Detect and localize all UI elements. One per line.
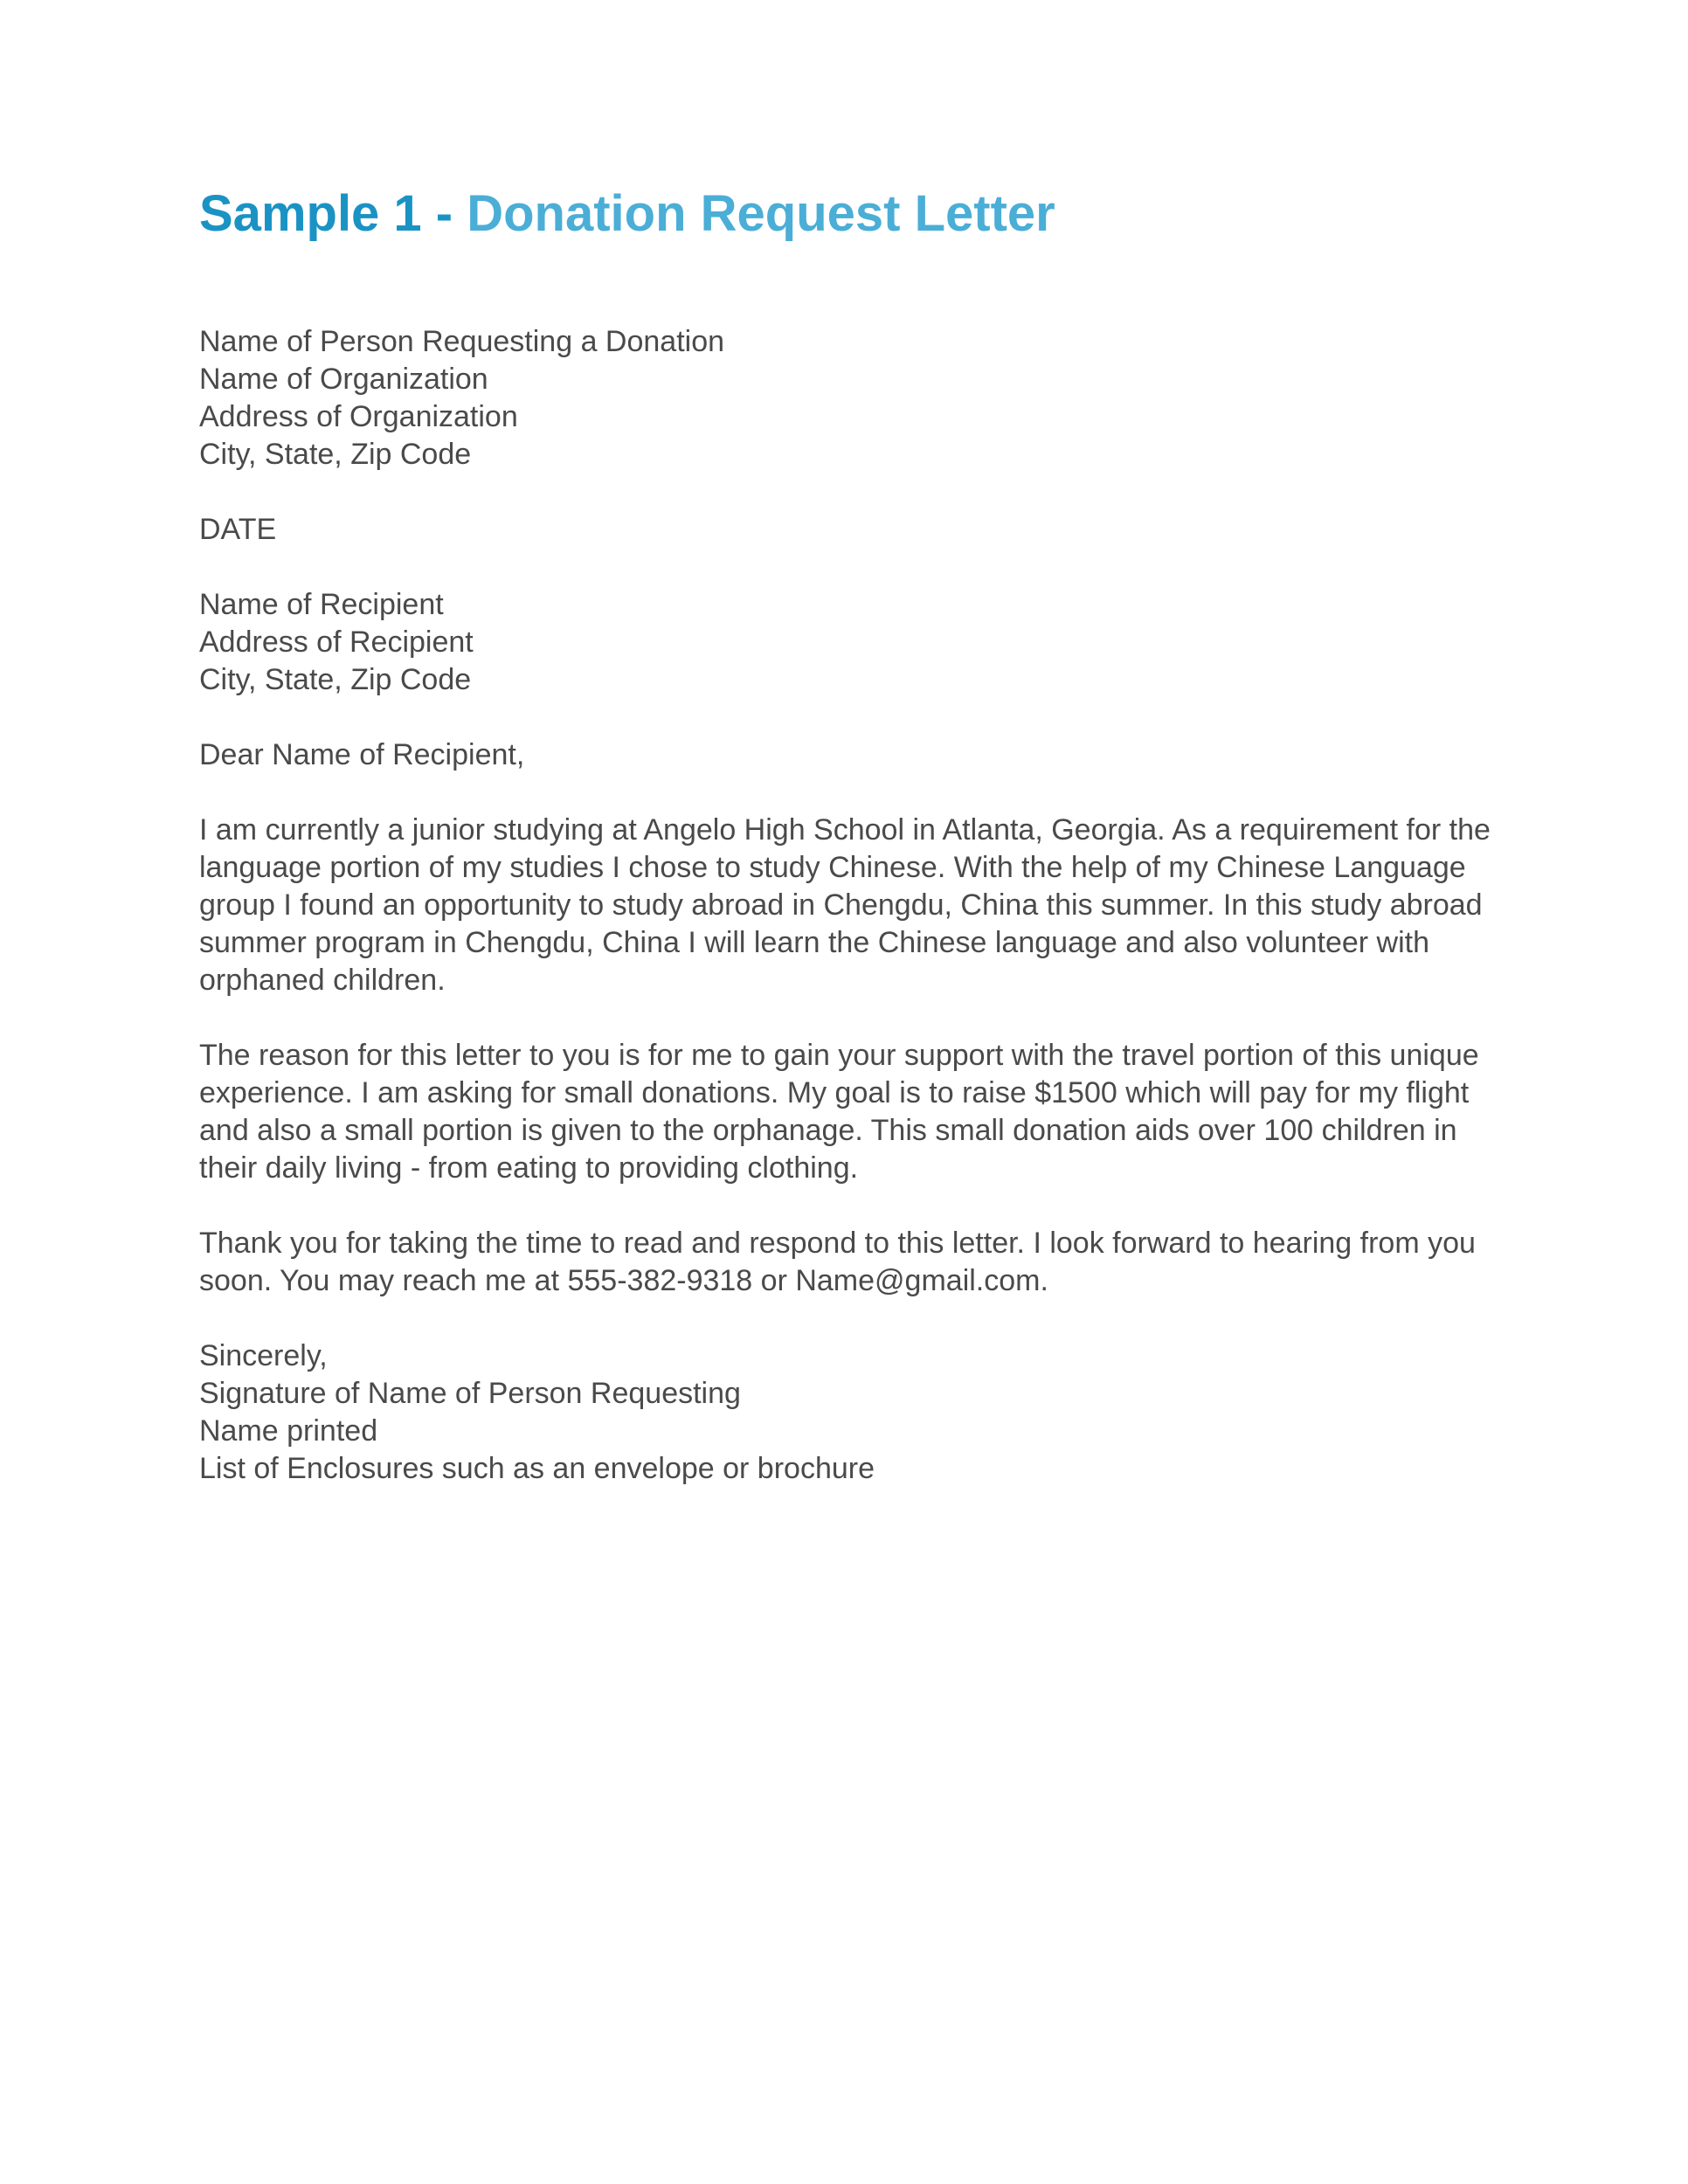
letter-page [199,183,1492,1488]
recipient-name: Name of Recipient [199,587,444,621]
body-paragraph-1: I am currently a junior studying at Angelo High School in Atlanta, Georgia. As a requirement for the language portion of my studies I chose to study Chinese. With the help of my Chinese Language group I found an opportunity to study abroad in Chengdu, China this summer. In this study abroad summer program in Chengdu, China I will learn the Chinese language and also volunteer with orphaned children. [199,812,1491,997]
sign-off: Sincerely, [199,1338,328,1372]
salutation: Dear Name of Recipient, [199,737,525,771]
body-paragraph-2: The reason for this letter to you is for me to gain your support with the travel portion of this unique experience. I am asking for small donations. My goal is to raise $1500 which will pay for my flight and also a small portion is given to the orphanage. This small donation aids over 100 children in their daily living - from eating to providing clothing. [199,1038,1479,1185]
enclosures-line: List of Enclosures such as an envelope or brochure [199,1451,875,1485]
page-title [199,183,1492,245]
closing-block [199,1337,1492,1488]
sender-address: Address of Organization [199,399,518,433]
title-sample-number: Sample 1 - [199,185,467,242]
recipient-block [199,586,1492,699]
body-paragraph-3: Thank you for taking the time to read and respond to this letter. I look forward to hearing from you soon. You may reach me at 555-382-9318 or Name@gmail.com. [199,1226,1476,1297]
name-printed: Name printed [199,1413,378,1448]
recipient-address: Address of Recipient [199,625,474,659]
signature-line: Signature of Name of Person Requesting [199,1376,741,1410]
letter-date: DATE [199,512,277,546]
title-main: Donation Request Letter [467,185,1055,242]
date-block [199,511,1492,549]
sender-block [199,323,1492,473]
sender-name: Name of Person Requesting a Donation [199,324,725,358]
salutation-block [199,736,1492,774]
recipient-city: City, State, Zip Code [199,662,472,696]
sender-organization: Name of Organization [199,362,488,396]
sender-city: City, State, Zip Code [199,437,472,471]
